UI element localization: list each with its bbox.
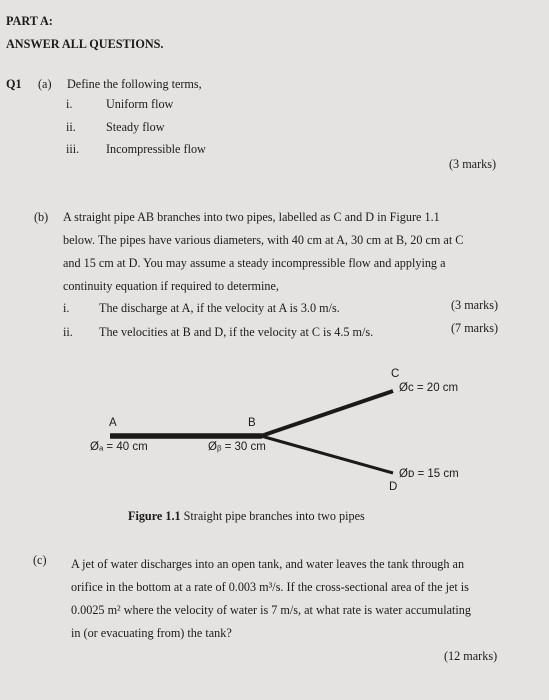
sub-text: The velocities at B and D, if the velocity at C is 4.5 m/s. — [99, 325, 374, 339]
sub-number: i. — [63, 301, 70, 315]
pipe-branch-c — [261, 391, 393, 436]
part-c-line: orifice in the bottom at a rate of 0.003 m³/s. If the cross-sectional area of the jet is — [71, 580, 469, 594]
part-b-label: (b) — [34, 210, 49, 224]
part-c-line: in (or evacuating from) the tank? — [71, 626, 232, 640]
part-c-marks: (12 marks) — [444, 649, 498, 663]
part-b-line: and 15 cm at D. You may assume a steady incompressible flow and applying a — [63, 256, 446, 270]
sub-marks: (7 marks) — [451, 321, 499, 335]
part-a-prompt: Define the following terms, — [67, 77, 202, 91]
sub-marks: (3 marks) — [451, 298, 499, 312]
part-c-line: A jet of water discharges into an open tank, and water leaves the tank through an — [71, 557, 465, 571]
instruction-heading: ANSWER ALL QUESTIONS. — [6, 37, 164, 51]
pipe-branch-d — [261, 436, 393, 473]
diameter-c: Øc = 20 cm — [399, 382, 459, 394]
caption-number: Figure 1.1 — [128, 509, 181, 523]
term-number: i. — [66, 97, 73, 111]
term-text: Uniform flow — [106, 97, 174, 111]
part-c-label: (c) — [33, 553, 47, 567]
part-a-label: (a) — [38, 77, 52, 91]
caption-text: Straight pipe branches into two pipes — [180, 509, 365, 523]
label-a: A — [109, 417, 117, 429]
part-c-line: 0.0025 m² where the velocity of water is 7 m/s, at what rate is water accumulating — [71, 603, 471, 617]
part-a-marks: (3 marks) — [449, 157, 497, 171]
term-text: Incompressible flow — [106, 142, 206, 156]
label-b: B — [248, 417, 256, 429]
label-d: D — [389, 481, 398, 493]
term-text: Steady flow — [106, 120, 165, 134]
diameter-b: Øᵦ = 30 cm — [208, 441, 266, 453]
part-heading: PART A: — [6, 14, 53, 28]
label-c: C — [391, 368, 400, 380]
diameter-a: Øₐ = 40 cm — [90, 441, 148, 453]
part-b-line: A straight pipe AB branches into two pipes, labelled as C and D in Figure 1.1 — [63, 210, 440, 224]
sub-number: ii. — [63, 325, 73, 339]
part-b-line: below. The pipes have various diameters, with 40 cm at A, 30 cm at B, 20 cm at C — [63, 233, 464, 247]
term-number: ii. — [66, 120, 76, 134]
term-number: iii. — [66, 142, 80, 156]
question-number: Q1 — [6, 77, 22, 91]
sub-text: The discharge at A, if the velocity at A is 3.0 m/s. — [99, 301, 340, 315]
diameter-d: Øᴅ = 15 cm — [399, 468, 459, 480]
figure-caption — [128, 509, 365, 523]
part-b-line: continuity equation if required to determine, — [63, 279, 279, 293]
